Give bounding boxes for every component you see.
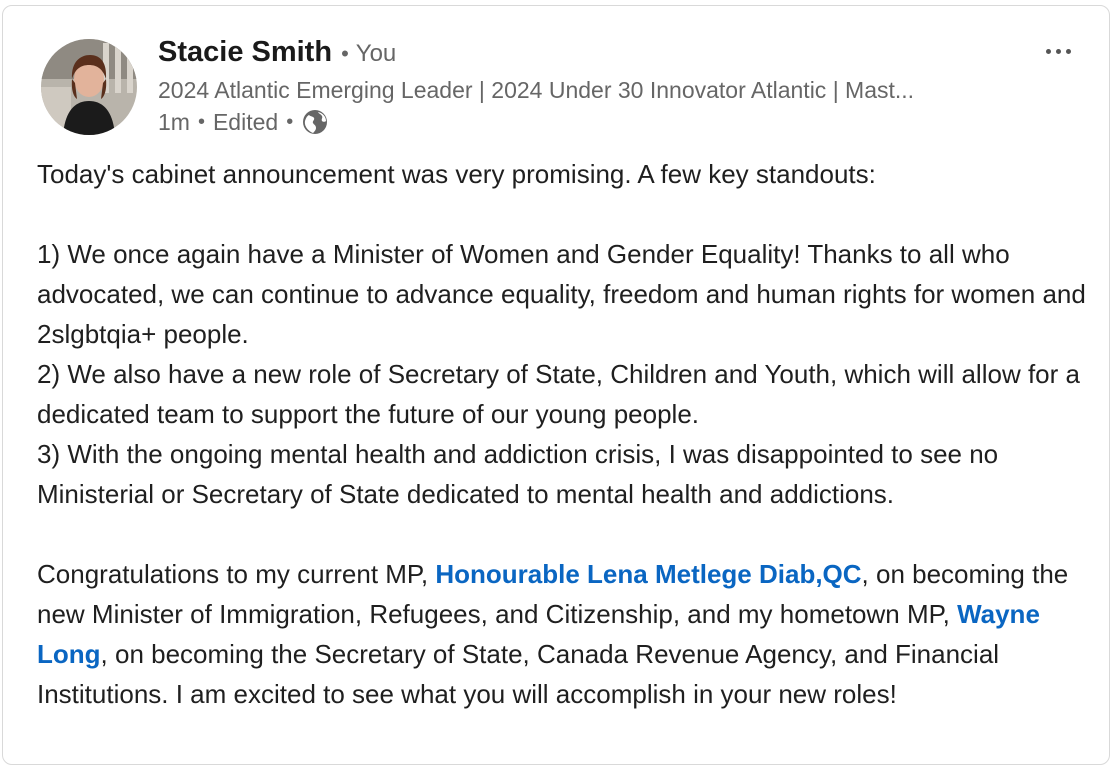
author-avatar[interactable] xyxy=(41,39,137,135)
edited-label: Edited xyxy=(212,108,279,135)
post-card xyxy=(2,5,1110,765)
mention-lena-metlege-diab[interactable]: Honourable Lena Metlege Diab,QC xyxy=(435,559,862,589)
more-horizontal-icon xyxy=(1046,49,1051,54)
mention-wayne-long[interactable]: Wayne Long xyxy=(37,599,1040,669)
name-separator: • xyxy=(341,41,349,66)
post-point-1: 1) We once again have a Minister of Women and Gender Equality! Thanks to all who advocated, we can continue to advance equality, freedom and human rights for women and 2slgbtqia+ people. xyxy=(37,239,1086,349)
author-name-row xyxy=(158,36,396,69)
post-point-2: 2) We also have a new role of Secretary of State, Children and Youth, which will allow for a dedicated team to support the future of our young people. xyxy=(37,359,1080,429)
author-name[interactable]: Stacie Smith xyxy=(158,36,333,68)
post-meta xyxy=(158,108,329,136)
you-label: You xyxy=(355,40,397,67)
congrats-text-3: , on becoming the Secretary of State, Canada Revenue Agency, and Financial Institutions. I am excited to see what you will accomplish in your new roles! xyxy=(37,639,1000,709)
post-congrats xyxy=(37,554,1097,714)
post-intro: Today's cabinet announcement was very promising. A few key standouts: xyxy=(37,159,876,189)
author-headline[interactable]: 2024 Atlantic Emerging Leader | 2024 Under 30 Innovator Atlantic | Mast... xyxy=(158,77,915,103)
globe-icon xyxy=(301,108,329,136)
congrats-text-2: , on becoming the new Minister of Immigration, Refugees, and Citizenship, and my hometown MP, xyxy=(37,559,1069,629)
post-body xyxy=(37,154,1097,714)
more-options-button[interactable] xyxy=(1033,31,1083,71)
meta-separator: • xyxy=(197,110,205,133)
avatar-photo xyxy=(41,39,137,135)
meta-separator: • xyxy=(286,110,294,133)
congrats-text-1: Congratulations to my current MP, xyxy=(37,559,436,589)
post-point-3: 3) With the ongoing mental health and addiction crisis, I was disappointed to see no Ministerial or Secretary of State dedicated to mental health and addictions. xyxy=(37,439,999,509)
post-time[interactable]: 1m xyxy=(158,108,190,135)
